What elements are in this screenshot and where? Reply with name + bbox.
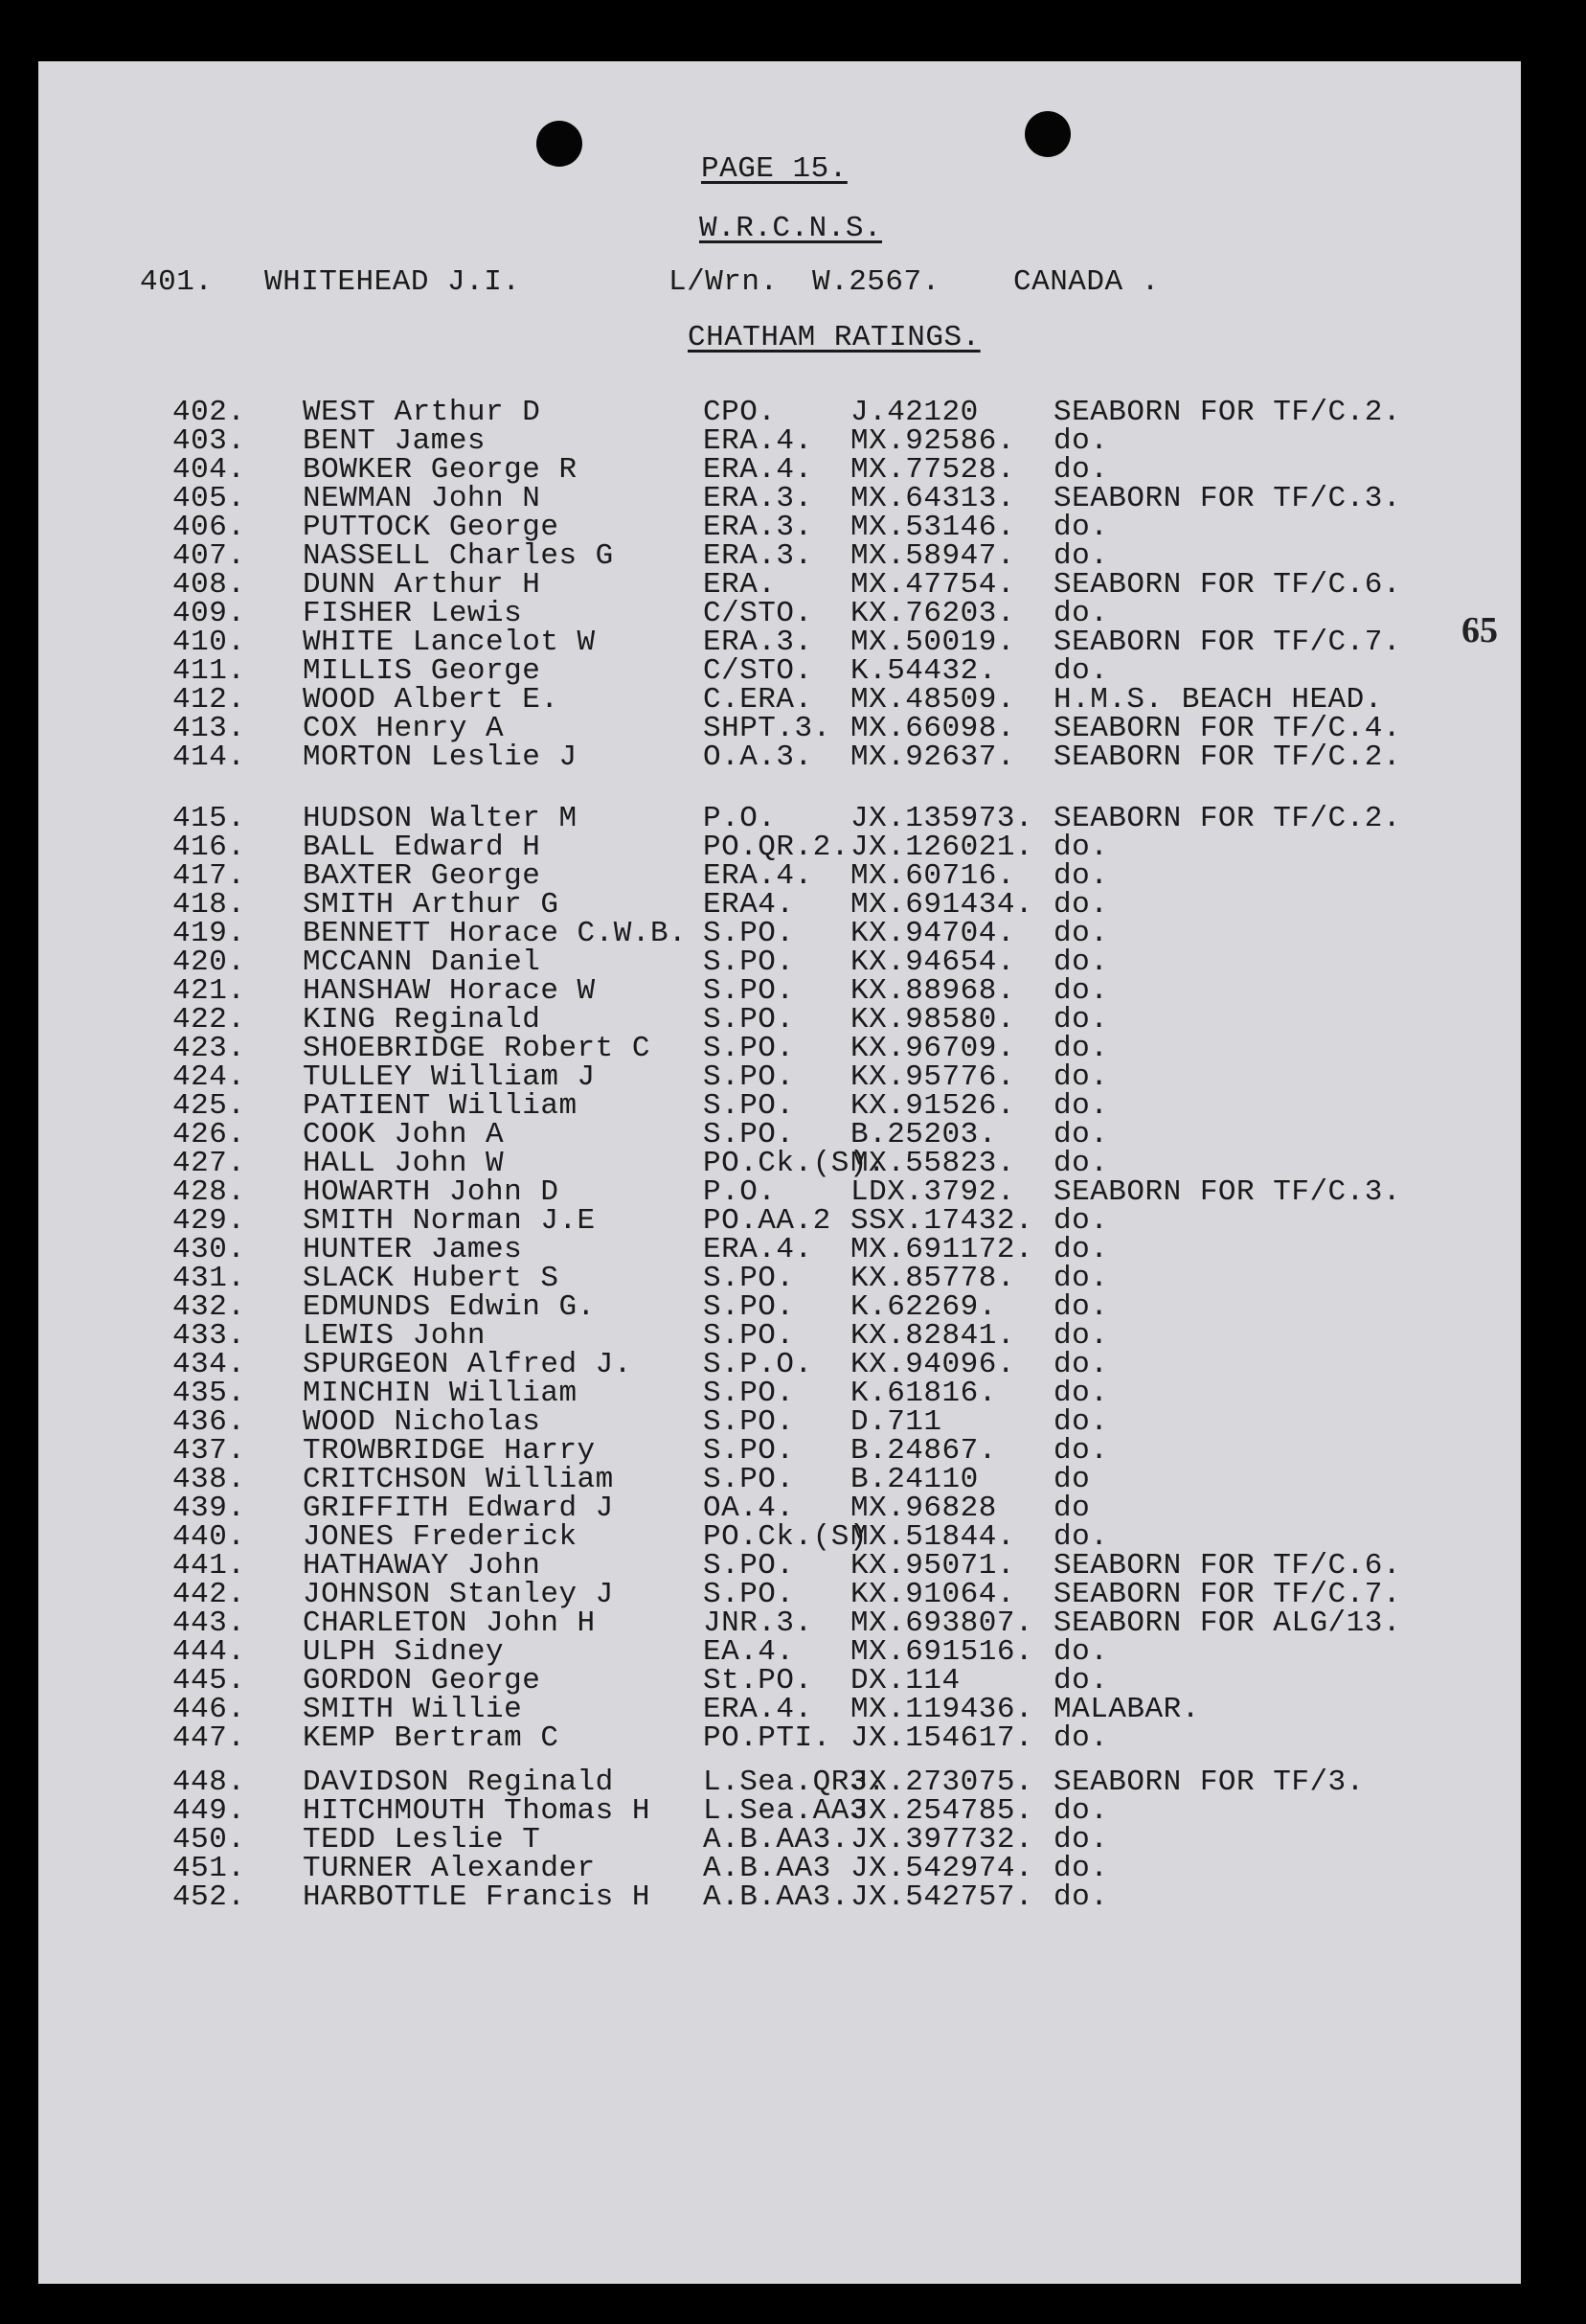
entry-num: 429. (172, 1204, 246, 1238)
entry-official: MX.92637. (850, 740, 1015, 774)
entry-ship: SEABORN FOR TF/C.3. (1054, 1175, 1401, 1209)
entry-ship: do. (1054, 453, 1109, 487)
entry-rate: ERA.4. (703, 1693, 813, 1726)
entry-num: 413. (172, 712, 246, 745)
entry-num: 409. (172, 597, 246, 630)
entry-num: 448. (172, 1766, 246, 1799)
entry-rate: C/STO. (703, 654, 813, 688)
entry-official: JX.254785. (850, 1794, 1034, 1828)
entry-rate: P.O. (703, 802, 777, 835)
entry-num: 430. (172, 1233, 246, 1266)
entry-name: MILLIS George (303, 654, 541, 688)
entry-name: BALL Edward H (303, 831, 541, 864)
entry-official: MX.66098. (850, 712, 1015, 745)
entry-name: TROWBRIDGE Harry (303, 1434, 596, 1468)
entry-official: KX.94096. (850, 1348, 1015, 1381)
entry-rate: OA.4. (703, 1492, 795, 1525)
entry-rate: EA.4. (703, 1635, 795, 1669)
entry-name: DUNN Arthur H (303, 568, 541, 602)
entry-official: MX.51844. (850, 1520, 1015, 1554)
entry-official: JX.397732. (850, 1823, 1034, 1857)
edge-mark-right (157, 105, 162, 110)
entry-official: MX.92586. (850, 424, 1015, 458)
entry-name: HITCHMOUTH Thomas H (303, 1794, 650, 1828)
entry-official: B.24110 (850, 1463, 979, 1496)
entry-rate: ERA.4. (703, 424, 813, 458)
entry-rate: L.Sea.QR3. (703, 1766, 887, 1799)
entry-name: SLACK Hubert S (303, 1262, 559, 1295)
entry-name: JONES Frederick (303, 1520, 578, 1554)
entry-ship: SEABORN FOR TF/C.2. (1054, 740, 1401, 774)
entry-rate: L.Sea.AA3 (703, 1794, 868, 1828)
entry-num: 415. (172, 802, 246, 835)
entry-official: MX.47754. (850, 568, 1015, 602)
entry-ship: do. (1054, 1348, 1109, 1381)
entry-rate: S.PO. (703, 1549, 795, 1583)
entry-official: KX.91526. (850, 1089, 1015, 1123)
entry-num: 402. (172, 396, 246, 429)
entry-official: MX.55823. (850, 1147, 1015, 1180)
entry-ship: do. (1054, 1290, 1109, 1324)
entry-official: MX.693807. (850, 1606, 1034, 1640)
entry-num: 450. (172, 1823, 246, 1857)
entry-name: BAXTER George (303, 859, 541, 893)
entry-num: 432. (172, 1290, 246, 1324)
entry-name: PUTTOCK George (303, 511, 559, 544)
entry-name: SMITH Willie (303, 1693, 523, 1726)
entry-name: GORDON George (303, 1664, 541, 1697)
entry-rate: S.PO. (703, 1089, 795, 1123)
edge-mark-left (77, 103, 81, 108)
entry-official: KX.94704. (850, 917, 1015, 950)
entry-ship: do. (1054, 654, 1109, 688)
entry-rate: S.PO. (703, 1262, 795, 1295)
entry-num: 446. (172, 1693, 246, 1726)
entry-name: HUNTER James (303, 1233, 523, 1266)
entry-name: PATIENT William (303, 1089, 578, 1123)
entry-rate: A.B.AA3 (703, 1852, 831, 1885)
entry-rate: S.PO. (703, 1118, 795, 1151)
entry-official: LDX.3792. (850, 1175, 1015, 1209)
entry-rate: C.ERA. (703, 683, 813, 717)
entry-official: B.25203. (850, 1118, 997, 1151)
entry-num: 438. (172, 1463, 246, 1496)
entry-ship: do. (1054, 1405, 1109, 1439)
entry-ship: do. (1054, 1204, 1109, 1238)
entry-rate: S.PO. (703, 1377, 795, 1410)
entry-ship: do. (1054, 917, 1109, 950)
entry-official: KX.76203. (850, 597, 1015, 630)
entry-num: 421. (172, 974, 246, 1008)
entry-official: D.711 (850, 1405, 942, 1439)
entry-ship: do. (1054, 1032, 1109, 1065)
entry-ship: SEABORN FOR TF/C.2. (1054, 396, 1401, 429)
entry-num: 403. (172, 424, 246, 458)
entry-official: JX.542757. (850, 1880, 1034, 1914)
entry-official: KX.82841. (850, 1319, 1015, 1353)
entry-num: 435. (172, 1377, 246, 1410)
entry-num: 412. (172, 683, 246, 717)
entry-num: 408. (172, 568, 246, 602)
entry-official: MX.691434. (850, 888, 1034, 922)
entry-num: 433. (172, 1319, 246, 1353)
entry-official: JX.135973. (850, 802, 1034, 835)
entry-num: 418. (172, 888, 246, 922)
entry-name: MCCANN Daniel (303, 946, 541, 979)
entry-official: MX.48509. (850, 683, 1015, 717)
entry-num: 431. (172, 1262, 246, 1295)
entry-official: JX.154617. (850, 1721, 1034, 1755)
entry-ship: do. (1054, 831, 1109, 864)
entry-num: 428. (172, 1175, 246, 1209)
entry-ship: SEABORN FOR TF/C.6. (1054, 568, 1401, 602)
entry-rate: S.PO. (703, 1060, 795, 1094)
entry-num: 407. (172, 539, 246, 573)
entry-num: 405. (172, 482, 246, 515)
entry-401-rate: L/Wrn. (668, 265, 779, 299)
entry-ship: do. (1054, 946, 1109, 979)
entry-num: 437. (172, 1434, 246, 1468)
entry-name: MINCHIN William (303, 1377, 578, 1410)
entry-official: MX.691516. (850, 1635, 1034, 1669)
entry-name: WEST Arthur D (303, 396, 541, 429)
entry-num: 441. (172, 1549, 246, 1583)
entry-rate: ERA4. (703, 888, 795, 922)
entry-num: 444. (172, 1635, 246, 1669)
entry-official: MX.53146. (850, 511, 1015, 544)
entry-ship: SEABORN FOR ALG/13. (1054, 1606, 1401, 1640)
entry-num: 414. (172, 740, 246, 774)
entry-ship: SEABORN FOR TF/C.4. (1054, 712, 1401, 745)
entry-official: KX.98580. (850, 1003, 1015, 1037)
entry-rate: ERA. (703, 568, 777, 602)
entry-name: GRIFFITH Edward J (303, 1492, 614, 1525)
entry-ship: do. (1054, 1721, 1109, 1755)
entry-name: HARBOTTLE Francis H (303, 1880, 650, 1914)
entry-official: MX.50019. (850, 626, 1015, 659)
entry-name: WHITE Lancelot W (303, 626, 596, 659)
entry-name: SHOEBRIDGE Robert C (303, 1032, 650, 1065)
entry-name: HUDSON Walter M (303, 802, 578, 835)
entry-name: NEWMAN John N (303, 482, 541, 515)
entry-num: 411. (172, 654, 246, 688)
entry-ship: H.M.S. BEACH HEAD. (1054, 683, 1383, 717)
entry-name: ULPH Sidney (303, 1635, 505, 1669)
margin-number: 65 (1461, 610, 1498, 650)
document-page (38, 61, 1521, 2284)
entry-ship: do. (1054, 1520, 1109, 1554)
entry-official: KX.95776. (850, 1060, 1015, 1094)
entry-rate: S.PO. (703, 1003, 795, 1037)
entry-name: NASSELL Charles G (303, 539, 614, 573)
entry-rate: P.O. (703, 1175, 777, 1209)
entry-ship: do. (1054, 1262, 1109, 1295)
entry-rate: PO.Ck.(S) (703, 1520, 868, 1554)
entry-name: DAVIDSON Reginald (303, 1766, 614, 1799)
entry-rate: PO.QR.2. (703, 831, 850, 864)
entry-official: MX.60716. (850, 859, 1015, 893)
entry-rate: S.PO. (703, 946, 795, 979)
entry-rate: ERA.3. (703, 539, 813, 573)
entry-official: SSX.17432. (850, 1204, 1034, 1238)
entry-rate: O.A.3. (703, 740, 813, 774)
entry-ship: SEABORN FOR TF/3. (1054, 1766, 1365, 1799)
entry-num: 425. (172, 1089, 246, 1123)
entry-rate: SHPT.3. (703, 712, 831, 745)
entry-rate: S.PO. (703, 1405, 795, 1439)
section-chatham-heading: CHATHAM RATINGS. (688, 321, 981, 354)
entry-name: WOOD Albert E. (303, 683, 559, 717)
entry-401-num: 401. (140, 265, 214, 299)
entry-num: 443. (172, 1606, 246, 1640)
entry-rate: PO.PTI. (703, 1721, 831, 1755)
entry-name: JOHNSON Stanley J (303, 1578, 614, 1611)
entry-rate: S.PO. (703, 1319, 795, 1353)
entry-rate: ERA.4. (703, 859, 813, 893)
entry-num: 427. (172, 1147, 246, 1180)
entry-ship: do. (1054, 424, 1109, 458)
entry-name: TEDD Leslie T (303, 1823, 541, 1857)
entry-num: 436. (172, 1405, 246, 1439)
entry-official: KX.88968. (850, 974, 1015, 1008)
entry-rate: A.B.AA3. (703, 1823, 850, 1857)
entry-ship: do (1054, 1492, 1091, 1525)
entry-rate: S.P.O. (703, 1348, 813, 1381)
entry-ship: do (1054, 1463, 1091, 1496)
entry-num: 452. (172, 1880, 246, 1914)
entry-official: JX.126021. (850, 831, 1034, 864)
entry-rate: C/STO. (703, 597, 813, 630)
entry-ship: do. (1054, 1089, 1109, 1123)
entry-rate: CPO. (703, 396, 777, 429)
entry-official: MX.119436. (850, 1693, 1034, 1726)
entry-ship: SEABORN FOR TF/C.7. (1054, 1578, 1401, 1611)
entry-ship: SEABORN FOR TF/C.2. (1054, 802, 1401, 835)
entry-rate: ERA.3. (703, 482, 813, 515)
entry-official: MX.691172. (850, 1233, 1034, 1266)
entry-name: FISHER Lewis (303, 597, 523, 630)
entry-name: KEMP Bertram C (303, 1721, 559, 1755)
entry-ship: do. (1054, 1147, 1109, 1180)
entry-name: BENT James (303, 424, 487, 458)
entry-official: JX.273075. (850, 1766, 1034, 1799)
entry-name: CRITCHSON William (303, 1463, 614, 1496)
entry-ship: do. (1054, 597, 1109, 630)
entry-rate: S.PO. (703, 974, 795, 1008)
entry-official: J.42120 (850, 396, 979, 429)
entry-ship: do. (1054, 1823, 1109, 1857)
entry-num: 445. (172, 1664, 246, 1697)
entry-rate: S.PO. (703, 1434, 795, 1468)
entry-official: MX.58947. (850, 539, 1015, 573)
entry-ship: SEABORN FOR TF/C.3. (1054, 482, 1401, 515)
entry-name: SMITH Norman J.E (303, 1204, 596, 1238)
entry-official: KX.91064. (850, 1578, 1015, 1611)
entry-rate: S.PO. (703, 1578, 795, 1611)
entry-name: SMITH Arthur G (303, 888, 559, 922)
entry-rate: ERA.4. (703, 453, 813, 487)
entry-num: 417. (172, 859, 246, 893)
entry-ship: do. (1054, 1880, 1109, 1914)
entry-401-ship: CANADA . (1013, 265, 1160, 299)
entry-num: 434. (172, 1348, 246, 1381)
entry-ship: SEABORN FOR TF/C.6. (1054, 1549, 1401, 1583)
entry-ship: do. (1054, 888, 1109, 922)
entry-num: 410. (172, 626, 246, 659)
entry-name: COOK John A (303, 1118, 505, 1151)
entry-ship: do. (1054, 1794, 1109, 1828)
entry-official: K.54432. (850, 654, 997, 688)
entry-name: CHARLETON John H (303, 1606, 596, 1640)
entry-ship: SEABORN FOR TF/C.7. (1054, 626, 1401, 659)
entry-name: SPURGEON Alfred J. (303, 1348, 632, 1381)
entry-official: B.24867. (850, 1434, 997, 1468)
entry-ship: do. (1054, 1664, 1109, 1697)
entry-official: MX.96828 (850, 1492, 997, 1525)
entry-name: HALL John W (303, 1147, 505, 1180)
entry-num: 406. (172, 511, 246, 544)
entry-num: 451. (172, 1852, 246, 1885)
entry-rate: ERA.3. (703, 626, 813, 659)
entry-ship: do. (1054, 1003, 1109, 1037)
entry-rate: PO.AA.2 (703, 1204, 831, 1238)
page-label: PAGE 15. (701, 152, 848, 186)
punch-hole-right (1025, 111, 1071, 157)
entry-ship: do. (1054, 1434, 1109, 1468)
entry-official: K.61816. (850, 1377, 997, 1410)
entry-official: MX.77528. (850, 453, 1015, 487)
entry-rate: A.B.AA3. (703, 1880, 850, 1914)
entry-ship: do. (1054, 1060, 1109, 1094)
entry-name: BENNETT Horace C.W.B. (303, 917, 688, 950)
entry-name: COX Henry A (303, 712, 505, 745)
entry-official: DX.114 (850, 1664, 961, 1697)
entry-rate: S.PO. (703, 1290, 795, 1324)
entry-name: TULLEY William J (303, 1060, 596, 1094)
entry-rate: JNR.3. (703, 1606, 813, 1640)
entry-rate: ERA.3. (703, 511, 813, 544)
entry-num: 439. (172, 1492, 246, 1525)
entry-rate: St.PO. (703, 1664, 813, 1697)
entry-name: HANSHAW Horace W (303, 974, 596, 1008)
entry-name: EDMUNDS Edwin G. (303, 1290, 596, 1324)
entry-num: 424. (172, 1060, 246, 1094)
entry-num: 447. (172, 1721, 246, 1755)
entry-official: KX.95071. (850, 1549, 1015, 1583)
entry-rate: S.PO. (703, 1463, 795, 1496)
entry-official: JX.542974. (850, 1852, 1034, 1885)
entry-num: 416. (172, 831, 246, 864)
entry-rate: S.PO. (703, 917, 795, 950)
entry-official: KX.96709. (850, 1032, 1015, 1065)
entry-num: 442. (172, 1578, 246, 1611)
entry-name: LEWIS John (303, 1319, 487, 1353)
entry-official: KX.94654. (850, 946, 1015, 979)
entry-ship: do. (1054, 1635, 1109, 1669)
entry-num: 404. (172, 453, 246, 487)
entry-name: TURNER Alexander (303, 1852, 596, 1885)
entry-401-name: WHITEHEAD J.I. (264, 265, 521, 299)
entry-ship: do. (1054, 1377, 1109, 1410)
entry-rate: ERA.4. (703, 1233, 813, 1266)
entry-ship: do. (1054, 1852, 1109, 1885)
entry-name: BOWKER George R (303, 453, 578, 487)
entry-ship: do. (1054, 1118, 1109, 1151)
entry-ship: do. (1054, 1319, 1109, 1353)
entry-name: HATHAWAY John (303, 1549, 541, 1583)
entry-rate: S.PO. (703, 1032, 795, 1065)
entry-official: MX.64313. (850, 482, 1015, 515)
entry-official: K.62269. (850, 1290, 997, 1324)
entry-name: HOWARTH John D (303, 1175, 559, 1209)
entry-num: 422. (172, 1003, 246, 1037)
entry-num: 420. (172, 946, 246, 979)
entry-ship: do. (1054, 1233, 1109, 1266)
entry-ship: do. (1054, 974, 1109, 1008)
entry-401-official: W.2567. (812, 265, 940, 299)
entry-num: 449. (172, 1794, 246, 1828)
entry-ship: do. (1054, 859, 1109, 893)
entry-ship: do. (1054, 511, 1109, 544)
entry-name: MORTON Leslie J (303, 740, 578, 774)
section-wrens-heading: W.R.C.N.S. (699, 212, 883, 245)
entry-ship: MALABAR. (1054, 1693, 1200, 1726)
entry-official: KX.85778. (850, 1262, 1015, 1295)
punch-hole-left (536, 121, 582, 167)
entry-num: 426. (172, 1118, 246, 1151)
entry-num: 419. (172, 917, 246, 950)
entry-name: KING Reginald (303, 1003, 541, 1037)
entry-name: WOOD Nicholas (303, 1405, 541, 1439)
entry-num: 423. (172, 1032, 246, 1065)
entry-rate: PO.Ck.(S). (703, 1147, 887, 1180)
entry-num: 440. (172, 1520, 246, 1554)
entry-ship: do. (1054, 539, 1109, 573)
